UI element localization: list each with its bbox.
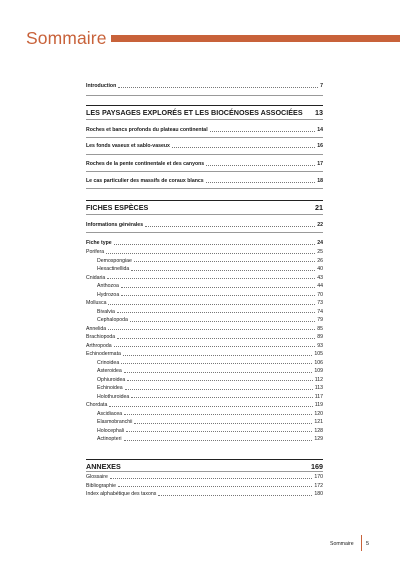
toc-entry-page: 93 [317, 342, 323, 349]
toc-entry-page: 117 [314, 393, 323, 400]
toc-entry-label: Annelida [86, 325, 107, 332]
toc-entry-page: 40 [317, 266, 323, 272]
section-page: 21 [315, 203, 323, 212]
divider [86, 471, 323, 472]
toc-leader-dots [127, 380, 312, 381]
toc-entry-page: 129 [314, 436, 323, 442]
divider [86, 214, 323, 215]
toc-leader-dots [106, 253, 315, 254]
toc-leader-dots [121, 287, 315, 288]
toc-entry-fiche-type[interactable] [86, 240, 323, 246]
toc-leader-dots [134, 261, 315, 262]
toc-entry-page: 7 [320, 83, 323, 89]
toc-entry-label: Hydrozoa [97, 291, 120, 298]
toc-leader-dots [158, 495, 312, 496]
toc-entry-page: 85 [317, 325, 323, 332]
toc-entry-page: 128 [314, 427, 323, 434]
toc-entry-page: 24 [317, 240, 323, 246]
toc-entry-label: Index alphabétique des taxons [86, 491, 157, 497]
toc-entry-label: Brachiopoda [86, 334, 116, 340]
page-number: 5 [366, 541, 370, 547]
toc-entry-label: Cnidaria [86, 274, 106, 281]
toc-entry-label: Le cas particulier des massifs de coraux blancs [86, 178, 204, 184]
toc-entry-page: 120 [314, 410, 323, 417]
toc-entry[interactable] [86, 317, 323, 323]
toc-entry[interactable] [86, 161, 323, 167]
toc-entry-label: Holothuroidea [97, 393, 130, 400]
toc-entry-label: Crinoidea [97, 359, 120, 366]
toc-entry-page: 121 [314, 419, 323, 425]
toc-leader-dots [118, 486, 312, 487]
toc-leader-dots [206, 165, 315, 166]
toc-leader-dots [130, 321, 315, 322]
section-title: LES PAYSAGES EXPLORÉS ET LES BIOCÉNOSES ASSOCIÉES [86, 108, 303, 117]
toc-entry-page: 119 [314, 402, 323, 408]
toc-entry-page: 14 [317, 127, 323, 133]
toc-entry[interactable] [86, 326, 323, 332]
toc-entry[interactable] [86, 127, 323, 133]
toc-leader-dots [118, 87, 318, 88]
toc-entry-label: Les fonds vaseux et sablo-vaseux [86, 143, 170, 149]
toc-leader-dots [126, 431, 312, 432]
toc-entry[interactable] [86, 266, 323, 272]
toc-entry[interactable] [86, 474, 323, 480]
title-accent-bar [111, 35, 400, 42]
toc-leader-dots [121, 363, 312, 364]
toc-entry[interactable] [86, 483, 323, 489]
toc-entry-label: Actinopteri [97, 436, 122, 442]
toc-leader-dots [108, 329, 315, 330]
toc-entry-label: Asteroidea [97, 368, 122, 374]
toc-entry-page: 105 [314, 351, 323, 357]
page-title: Sommaire [26, 28, 107, 48]
toc-entry[interactable] [86, 428, 323, 434]
toc-leader-dots [108, 304, 315, 305]
toc-entry[interactable] [86, 143, 323, 149]
divider [86, 459, 323, 460]
toc-entry-page: 112 [314, 376, 323, 383]
toc-entry[interactable] [86, 275, 323, 281]
toc-leader-dots [114, 346, 316, 347]
toc-section-paysages[interactable] [86, 108, 323, 117]
toc-entry[interactable] [86, 491, 323, 497]
divider [86, 95, 323, 96]
toc-entry-page: 74 [317, 308, 323, 315]
toc-leader-dots [117, 338, 315, 339]
toc-entry[interactable] [86, 178, 323, 184]
toc-leader-dots [114, 244, 316, 245]
footer-label: Sommaire [330, 541, 354, 547]
section-page: 169 [311, 462, 323, 471]
footer-separator [361, 535, 362, 551]
toc-entry[interactable] [86, 351, 323, 357]
toc-leader-dots [121, 295, 315, 296]
toc-entry-label: Chordata [86, 402, 108, 408]
toc-section-annexes[interactable] [86, 462, 323, 471]
toc-entry-page: 22 [317, 222, 323, 228]
section-page: 13 [315, 108, 323, 117]
toc-leader-dots [131, 270, 315, 271]
toc-entry-label: Ophiuroidea [97, 376, 126, 383]
toc-entry-label: Informations générales [86, 222, 144, 228]
toc-leader-dots [110, 478, 312, 479]
divider [86, 137, 323, 138]
toc-leader-dots [124, 414, 312, 415]
divider [86, 171, 323, 172]
section-title: ANNEXES [86, 462, 121, 471]
divider [86, 154, 323, 155]
toc-leader-dots [109, 406, 312, 407]
toc-entry-label: Hexactinellida [97, 266, 130, 272]
toc-entry-label: Glossaire [86, 474, 108, 480]
toc-entry-page: 70 [317, 291, 323, 298]
divider [86, 232, 323, 233]
toc-entry[interactable] [86, 292, 323, 298]
toc-entry-page: 16 [317, 143, 323, 149]
toc-leader-dots [206, 182, 316, 183]
toc-entry-label: Cephalopoda [97, 317, 128, 323]
toc-entry[interactable] [86, 419, 323, 425]
toc-leader-dots [107, 278, 315, 279]
toc-entry[interactable] [86, 249, 323, 255]
toc-leader-dots [134, 423, 312, 424]
toc-entry-page: 25 [317, 249, 323, 255]
toc-entry[interactable] [86, 411, 323, 417]
toc-entry[interactable] [86, 300, 323, 306]
section-title: FICHES ESPÈCES [86, 203, 149, 212]
toc-entry[interactable] [86, 436, 323, 442]
toc-entry-page: 79 [317, 317, 323, 323]
toc-entry-label: Demospongiae [97, 257, 132, 264]
toc-entry-page: 17 [317, 161, 323, 167]
toc-entry[interactable] [86, 385, 323, 391]
toc-entry-label: Bibliographie [86, 482, 116, 489]
toc-entry-label: Porifera [86, 249, 105, 255]
toc-entry[interactable] [86, 258, 323, 264]
toc-entry-label: Anthozoa [97, 283, 119, 289]
toc-entry[interactable] [86, 402, 323, 408]
toc-entry[interactable] [86, 283, 323, 289]
toc-entry-label: Holocephali [97, 427, 125, 434]
toc-leader-dots [117, 312, 315, 313]
toc-entry-label: Echinodermata [86, 351, 121, 357]
toc-entry-page: 73 [317, 300, 323, 306]
toc-entry-page: 109 [314, 368, 323, 374]
toc-entry-page: 113 [314, 385, 323, 391]
toc-entry-page: 180 [314, 491, 323, 497]
divider [86, 105, 323, 106]
toc-entry-page: 106 [314, 359, 323, 366]
toc-entry[interactable] [86, 394, 323, 400]
toc-entry-introduction[interactable] [86, 83, 323, 89]
toc-entry-label: Roches de la pente continentale et des canyons [86, 161, 205, 167]
toc-entry-page: 89 [317, 334, 323, 340]
toc-entry-label: Bivalvia [97, 308, 115, 315]
toc-entry-label: Introduction [86, 83, 117, 89]
toc-leader-dots [210, 131, 316, 132]
toc-leader-dots [123, 355, 312, 356]
toc-entry[interactable] [86, 334, 323, 340]
toc-entry-label: Arthropoda [86, 342, 112, 349]
divider [86, 188, 323, 189]
toc-leader-dots [131, 397, 312, 398]
toc-entry-label: Ascidiacea [97, 410, 123, 417]
toc-entry-label: Mollusca [86, 300, 107, 306]
toc-entry-label: Fiche type [86, 240, 112, 246]
toc-entry-page: 18 [317, 178, 323, 184]
toc-entry-label: Elasmobranchii [97, 419, 133, 425]
toc-entry[interactable] [86, 377, 323, 383]
divider [86, 200, 323, 201]
toc-entry-page: 172 [314, 482, 323, 489]
toc-entry[interactable] [86, 360, 323, 366]
toc-entry-informations[interactable] [86, 222, 323, 228]
divider [86, 119, 323, 120]
toc-entry-page: 43 [317, 274, 323, 281]
toc-entry[interactable] [86, 368, 323, 374]
toc-leader-dots [172, 147, 315, 148]
toc-leader-dots [145, 226, 315, 227]
toc-entry[interactable] [86, 343, 323, 349]
toc-section-fiches-especes[interactable] [86, 203, 323, 212]
toc-entry-label: Roches et bancs profonds du plateau continental [86, 127, 208, 133]
toc-leader-dots [125, 389, 313, 390]
toc-entry-page: 170 [314, 474, 323, 480]
toc-entry-label: Echinoidea [97, 385, 123, 391]
toc-leader-dots [124, 440, 313, 441]
toc-entry-page: 44 [317, 283, 323, 289]
toc-entry-page: 26 [317, 257, 323, 264]
toc-leader-dots [124, 372, 313, 373]
toc-entry[interactable] [86, 309, 323, 315]
